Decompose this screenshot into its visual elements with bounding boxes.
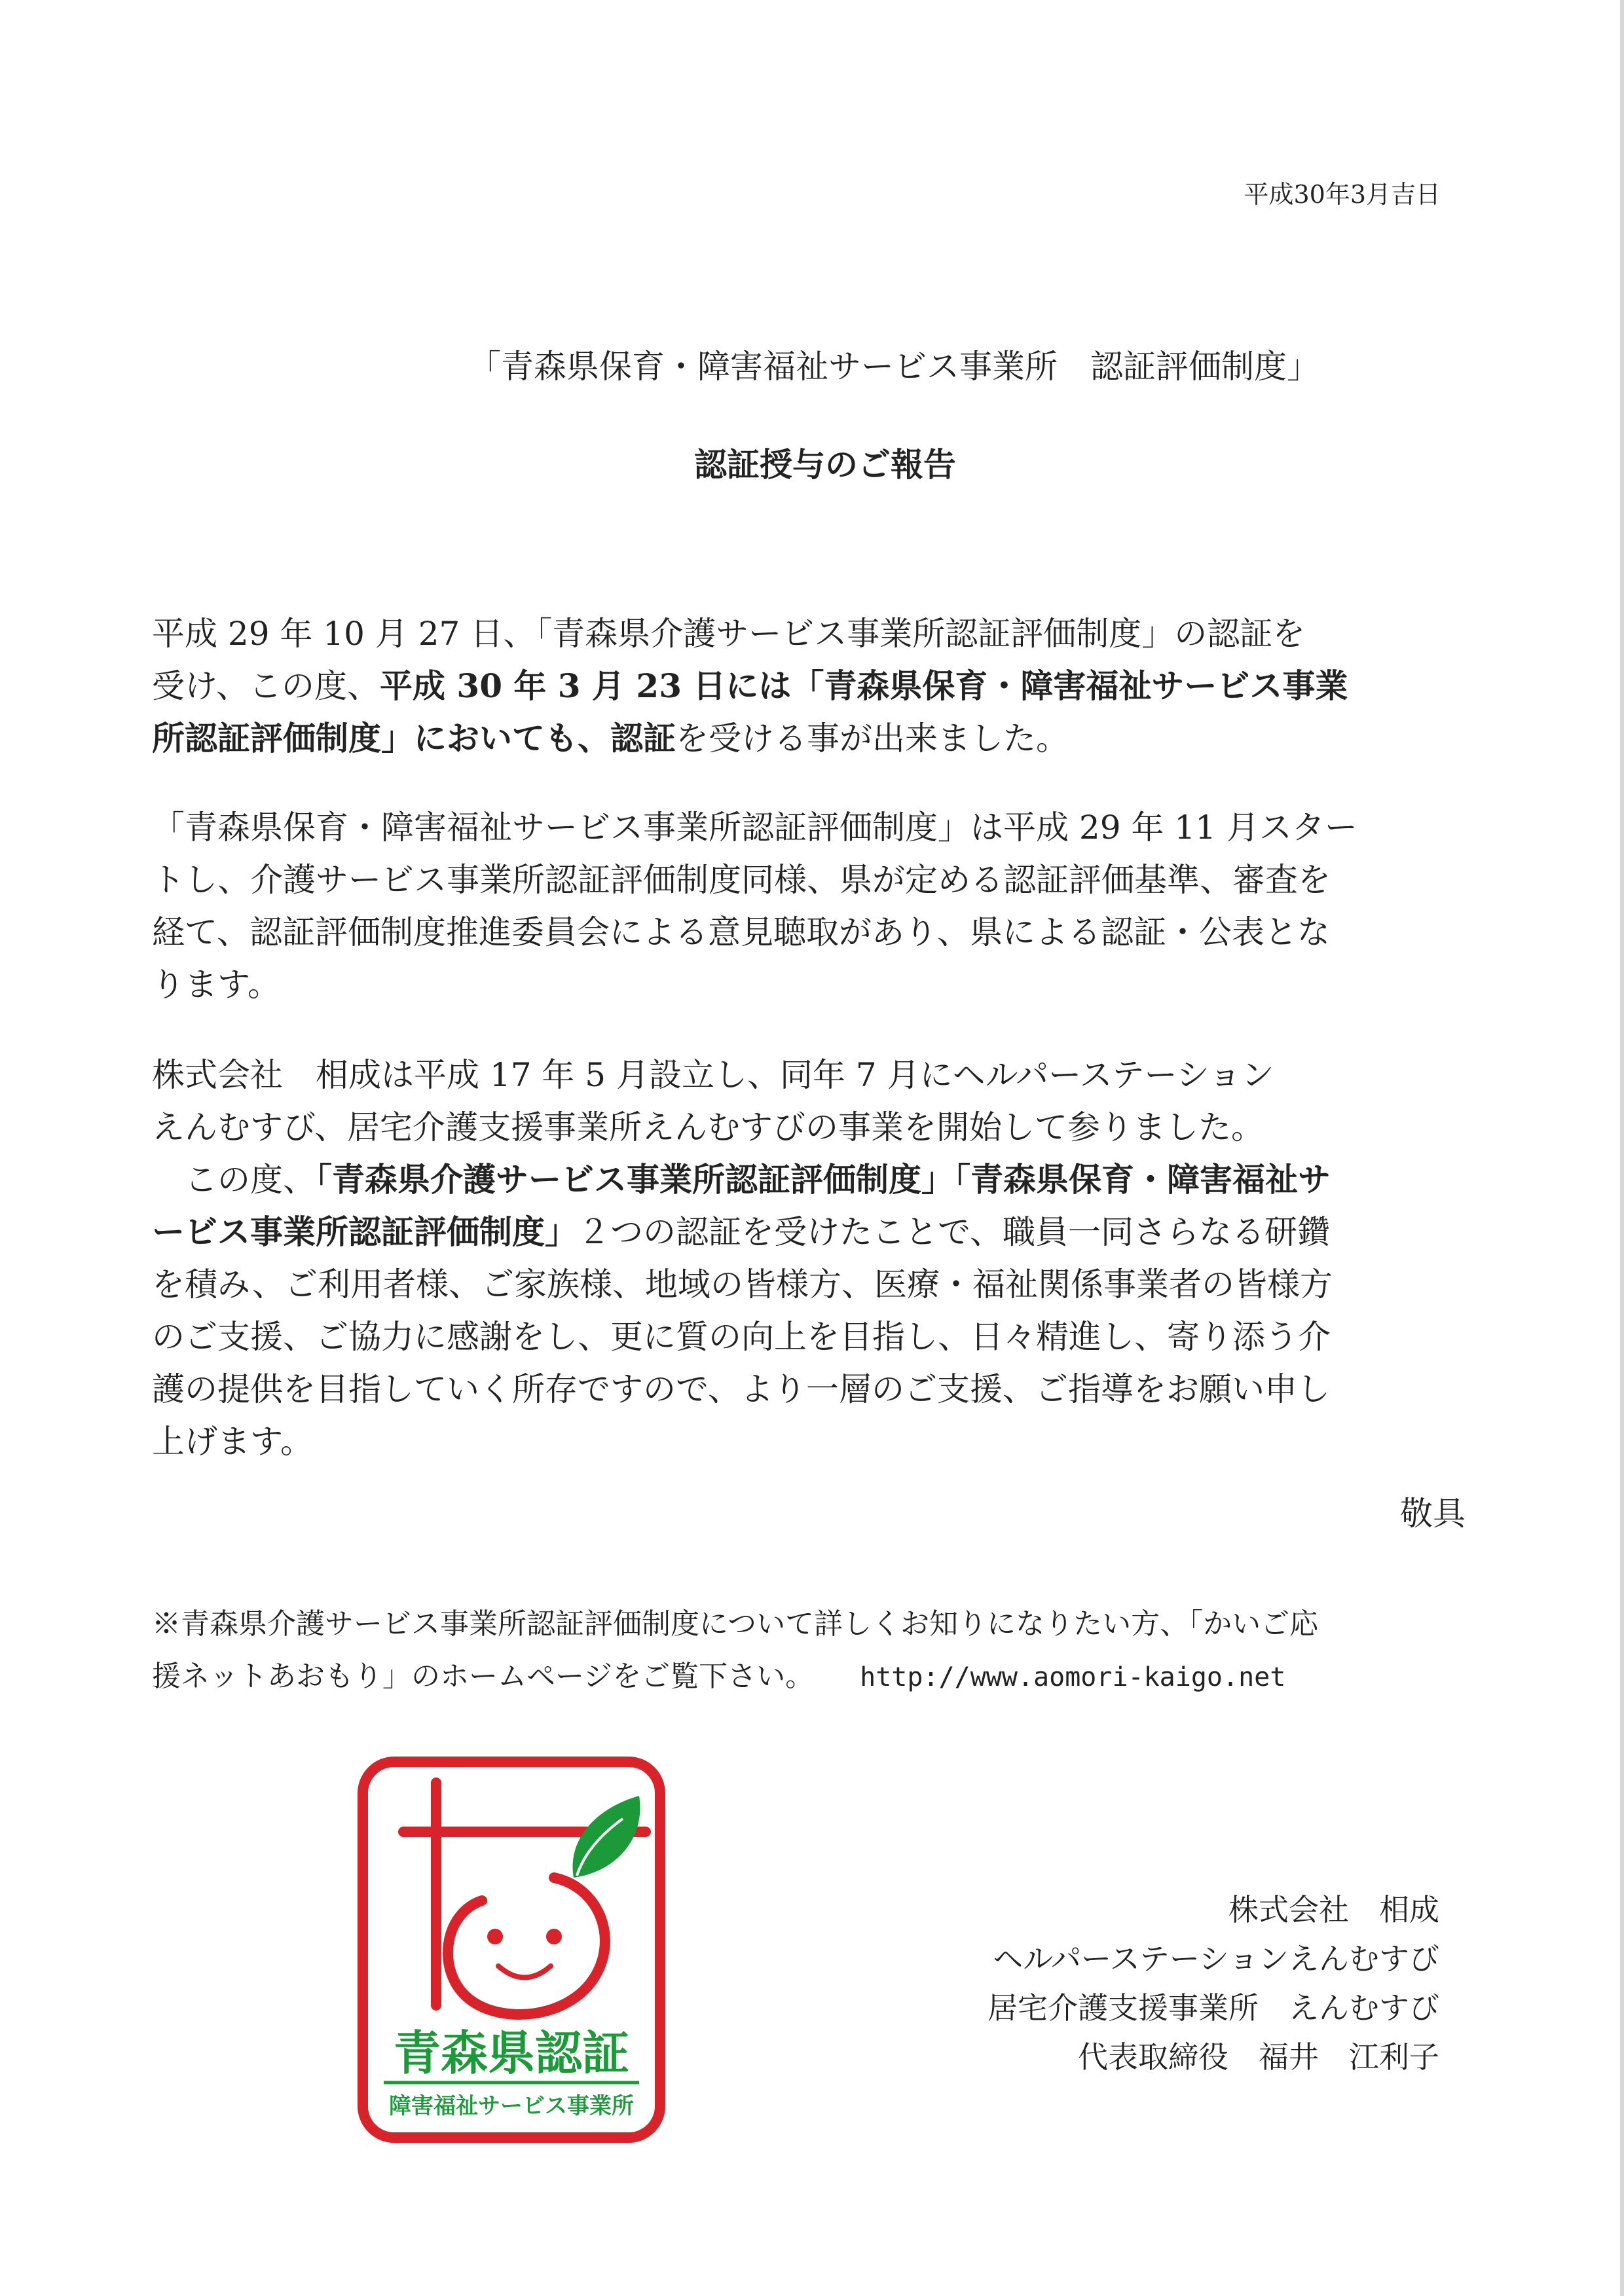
- website-link[interactable]: http://www.aomori-kaigo.net: [860, 1662, 1286, 1692]
- office-name: ヘルパーステーションえんむすび: [993, 1941, 1439, 1977]
- document-date: 平成30年3月吉日: [1244, 180, 1441, 209]
- paragraph-1: [152, 608, 1348, 765]
- paragraph-line: 所認証評価制度」においても、認証を受ける事が出来ました。: [152, 719, 1069, 757]
- paragraph-line: この度、「青森県介護サービス事業所認証評価制度」「青森県保育・障害福祉サ: [185, 1160, 1331, 1199]
- paragraph-line: ービス事業所認証評価制度」２つの認証を受けたことで、職員一同さらなる研鑽: [152, 1212, 1330, 1251]
- emphasis-text: 平成 30 年 3 月 23 日には「青森県保育・障害福祉サービス事業: [380, 666, 1348, 705]
- emphasis-text: 「青森県介護サービス事業所認証評価制度」「青森県保育・障害福祉サ: [316, 1160, 1331, 1199]
- certification-logo: [358, 1757, 665, 2143]
- closing-text: 敬具: [1400, 1495, 1466, 1533]
- signature-block: [987, 1886, 1439, 2082]
- footnote: [152, 1598, 1318, 1704]
- paragraph-line: えんむすび、居宅介護支援事業所えんむすびの事業を開始して参りました。: [152, 1108, 1264, 1146]
- logo-sub-text: 障害福祉サービス事業所: [389, 2093, 634, 2119]
- document-title: 「青森県保育・障害福祉サービス事業所 認証評価制度」: [468, 348, 1320, 386]
- footnote-line: 援ネットあおもり」のホームページをご覧下さい。 http://www.aomori-kaigo.net: [152, 1660, 1286, 1693]
- emphasis-text: ービス事業所認証評価制度」: [152, 1212, 578, 1251]
- paragraph-line: を積み、ご利用者様、ご家族様、地域の皆様方、医療・福祉関係事業者の皆様方: [152, 1266, 1333, 1303]
- paragraph-line: 株式会社 相成は平成 17 年 5 月設立し、同年 7 月にヘルパーステーション: [152, 1056, 1274, 1094]
- company-name: 株式会社 相成: [1228, 1892, 1439, 1927]
- paragraph-2: [152, 801, 1357, 1011]
- eye-icon: [546, 1929, 562, 1944]
- paragraph-line: ります。: [152, 966, 280, 1004]
- logo-main-text: 青森県認証: [393, 2026, 630, 2081]
- paragraph-line: 経て、認証評価制度推進委員会による意見聴取があり、県による認証・公表とな: [152, 913, 1330, 951]
- paragraph-line: 護の提供を目指していく所存ですので、より一層のご支援、ご指導をお願い申し: [152, 1370, 1330, 1408]
- emphasis-text: 所認証評価制度」においても、認証: [152, 719, 676, 757]
- document-subtitle: 認証授与のご報告: [694, 445, 956, 484]
- office-name: 居宅介護支援事業所 えんむすび: [987, 1990, 1439, 2026]
- footnote-line: ※青森県介護サービス事業所認証評価制度について詳しくお知りになりたい方、「かいご応: [152, 1607, 1319, 1641]
- eye-icon: [487, 1929, 503, 1944]
- paragraph-line: トし、介護サービス事業所認証評価制度同様、県が定める認証評価基準、審査を: [152, 861, 1331, 899]
- paragraph-line: 上げます。: [152, 1423, 313, 1461]
- paragraph-line: のご支援、ご協力に感謝をし、更に質の向上を目指し、日々精進し、寄り添う介: [152, 1318, 1331, 1356]
- paragraph-3: [152, 1049, 1333, 1468]
- representative-name: 代表取締役 福井 江利子: [1078, 2039, 1439, 2075]
- paragraph-line: 受け、この度、平成 30 年 3 月 23 日には「青森県保育・障害福祉サービス事業: [152, 666, 1348, 705]
- paragraph-line: 「青森県保育・障害福祉サービス事業所認証評価制度」は平成 29 年 11 月スター: [152, 809, 1357, 847]
- paragraph-line: 平成 29 年 10 月 27 日、「青森県介護サービス事業所認証評価制度」の認証を: [152, 615, 1306, 653]
